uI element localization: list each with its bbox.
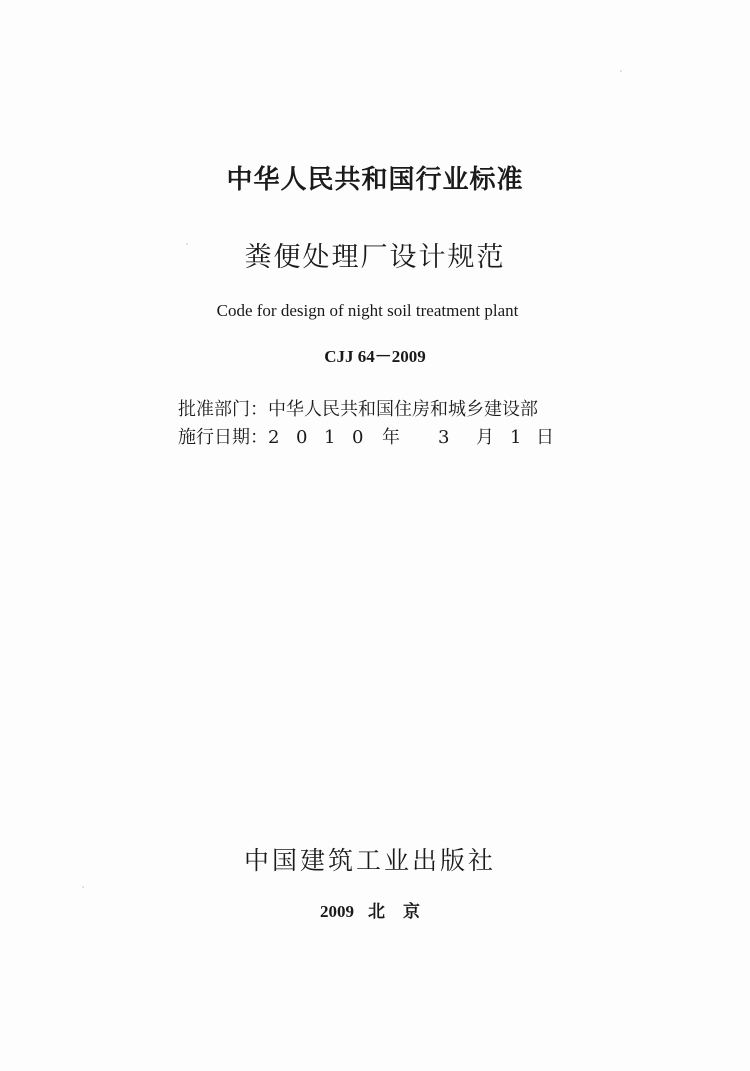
publisher-name: 中国建筑工业出版社 — [243, 846, 496, 875]
effective-year-digit: 1 — [324, 427, 336, 448]
document-title-chinese: 粪便处理厂设计规范 — [244, 242, 506, 273]
effective-month-unit: 月 — [476, 427, 494, 448]
publication-year: 2009 — [320, 902, 354, 921]
scan-speck — [186, 243, 188, 245]
publication-city-char: 北 — [368, 902, 385, 921]
effective-day-unit: 日 — [536, 427, 554, 448]
publication-city-char: 京 — [403, 902, 420, 921]
effective-year-unit: 年 — [382, 427, 400, 448]
document-title-english: Code for design of night soil treatment plant — [216, 301, 519, 320]
standard-type-heading: 中华人民共和国行业标准 — [226, 165, 524, 195]
scan-speck — [620, 70, 622, 72]
standard-code-number: CJJ 64－2009 — [324, 347, 426, 366]
approval-department-row — [178, 401, 538, 419]
publication-year-place — [0, 903, 740, 920]
effective-date-row — [178, 429, 556, 447]
approval-department-value: 中华人民共和国住房和城乡建设部 — [268, 399, 538, 420]
scan-speck — [82, 886, 84, 888]
effective-year-digit: 0 — [352, 427, 364, 448]
effective-year-digit: 0 — [296, 427, 308, 448]
effective-month: 3 — [438, 427, 450, 448]
approval-department-label: 批准部门： — [178, 399, 268, 420]
effective-year-digit: 2 — [268, 427, 280, 448]
effective-day: 1 — [510, 427, 522, 448]
effective-date-label: 施行日期： — [178, 427, 268, 448]
